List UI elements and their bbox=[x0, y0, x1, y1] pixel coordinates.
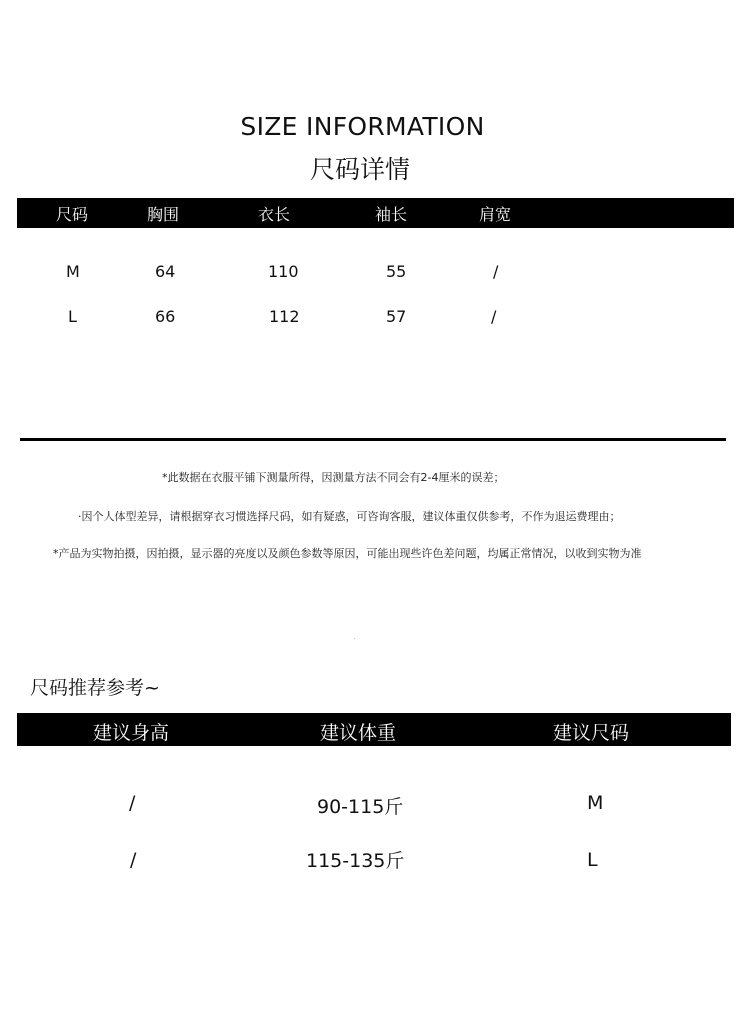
header-recommended-size: 建议尺码 bbox=[553, 722, 630, 744]
cell-length: 110 bbox=[268, 262, 299, 281]
cell-size: L bbox=[68, 307, 77, 326]
cell-sleeve: 57 bbox=[386, 307, 407, 326]
cell-height: / bbox=[129, 792, 136, 814]
note-color-difference: *产品为实物拍摄，因拍摄，显示器的亮度以及颜色参数等原因，可能出现些许色差问题，均属正常情况，以收到实物为准 bbox=[53, 547, 642, 560]
header-weight: 建议体重 bbox=[320, 722, 397, 744]
section-divider bbox=[20, 438, 726, 441]
header-chest: 胸围 bbox=[147, 205, 180, 224]
cell-recommended-size: M bbox=[587, 792, 604, 814]
recommend-title: 尺码推荐参考~ bbox=[30, 677, 160, 699]
cell-length: 112 bbox=[269, 307, 300, 326]
header-shoulder: 肩宽 bbox=[479, 205, 512, 224]
cell-chest: 66 bbox=[155, 307, 176, 326]
header-height: 建议身高 bbox=[93, 722, 170, 744]
size-table-header bbox=[17, 198, 734, 228]
cell-chest: 64 bbox=[155, 262, 176, 281]
cell-sleeve: 55 bbox=[386, 262, 407, 281]
cell-height: / bbox=[130, 849, 137, 871]
recommend-table-header bbox=[17, 713, 731, 746]
header-length: 衣长 bbox=[258, 205, 291, 224]
header-sleeve: 袖长 bbox=[375, 205, 408, 224]
cell-shoulder: / bbox=[491, 307, 497, 326]
cell-recommended-size: L bbox=[587, 849, 598, 871]
title-english: SIZE INFORMATION bbox=[240, 112, 485, 141]
cell-size: M bbox=[66, 262, 80, 281]
note-measurement: *此数据在衣服平铺下测量所得，因测量方法不同会有2-4厘米的误差； bbox=[162, 471, 505, 484]
cell-weight: 90-115斤 bbox=[317, 796, 404, 818]
header-size: 尺码 bbox=[56, 205, 89, 224]
cell-weight: 115-135斤 bbox=[306, 850, 405, 872]
title-chinese: 尺码详情 bbox=[309, 155, 410, 184]
note-body-type: ·因个人体型差异，请根据穿衣习惯选择尺码，如有疑惑，可咨询客服，建议体重仅供参考，不作为退运费理由； bbox=[78, 510, 621, 523]
cell-shoulder: / bbox=[493, 262, 499, 281]
stray-dot bbox=[354, 638, 355, 639]
